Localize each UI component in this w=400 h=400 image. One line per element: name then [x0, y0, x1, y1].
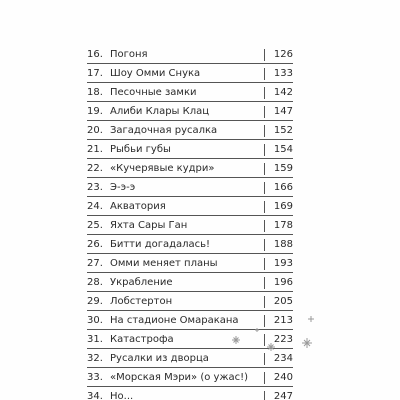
page-number: 133	[264, 68, 293, 80]
chapter-title: Загадочная русалка	[110, 125, 218, 136]
toc-entry	[87, 292, 293, 311]
toc-entry	[87, 254, 293, 273]
page-number: 154	[264, 144, 293, 156]
toc-entry	[87, 235, 293, 254]
toc-entry	[87, 140, 293, 159]
chapter-number: 32.	[87, 353, 103, 364]
chapter-title: Песочные замки	[110, 87, 197, 98]
page-number: 147	[264, 106, 293, 118]
chapter-title: Украбление	[110, 277, 173, 288]
toc-entry	[87, 45, 293, 64]
chapter-number: 26.	[87, 239, 103, 250]
toc-entry	[87, 159, 293, 178]
page-number: 240	[264, 372, 293, 384]
toc-entry	[87, 216, 293, 235]
chapter-number: 20.	[87, 125, 103, 136]
page-number: 142	[264, 87, 293, 99]
toc-entry	[87, 311, 293, 330]
page-number: 188	[264, 239, 293, 251]
chapter-title: Акватория	[110, 201, 166, 212]
chapter-number: 34.	[87, 391, 103, 400]
chapter-title: Э-э-э	[110, 182, 136, 193]
page-number: 159	[264, 163, 293, 175]
page-number: 126	[264, 49, 293, 61]
chapter-number: 30.	[87, 315, 103, 326]
toc-entry	[87, 121, 293, 140]
toc-entry	[87, 64, 293, 83]
chapter-number: 18.	[87, 87, 103, 98]
toc-entry	[87, 178, 293, 197]
chapter-title: Лобстертон	[110, 296, 173, 307]
toc-entry	[87, 83, 293, 102]
chapter-title: «Морская Мэри» (о ужас!)	[110, 372, 248, 383]
chapter-number: 16.	[87, 49, 103, 60]
chapter-title: Омми меняет планы	[110, 258, 218, 269]
toc-entry	[87, 330, 293, 349]
page-number: 205	[264, 296, 293, 308]
page-number: 166	[264, 182, 293, 194]
page-number: 152	[264, 125, 293, 137]
chapter-number: 23.	[87, 182, 103, 193]
chapter-title: Яхта Сары Ган	[110, 220, 188, 231]
chapter-title: Битти догадалась!	[110, 239, 211, 250]
chapter-number: 24.	[87, 201, 103, 212]
toc-entry	[87, 368, 293, 387]
page-number: 247	[264, 391, 293, 400]
page-number: 178	[264, 220, 293, 232]
page-number: 223	[264, 334, 293, 346]
page-number: 193	[264, 258, 293, 270]
chapter-number: 33.	[87, 372, 103, 383]
chapter-number: 22.	[87, 163, 103, 174]
chapter-title: Шоу Омми Снука	[110, 68, 201, 79]
toc-entry	[87, 349, 293, 368]
chapter-title: Катастрофа	[110, 334, 174, 345]
chapter-title: «Кучерявые кудри»	[110, 163, 215, 174]
toc-entry	[87, 102, 293, 121]
chapter-title: Погоня	[110, 49, 148, 60]
toc-entry	[87, 273, 293, 292]
toc-entry	[87, 197, 293, 216]
page-number: 234	[264, 353, 293, 365]
sparkle-icon	[302, 338, 312, 348]
chapter-number: 21.	[87, 144, 103, 155]
sparkle-icon	[308, 316, 314, 322]
chapter-number: 31.	[87, 334, 103, 345]
chapter-title: На стадионе Омаракана	[110, 315, 239, 326]
chapter-number: 25.	[87, 220, 103, 231]
chapter-number: 29.	[87, 296, 103, 307]
toc-entry	[87, 387, 293, 400]
table-of-contents	[87, 45, 293, 400]
chapter-title: Рыбьи губы	[110, 144, 171, 155]
page-number: 196	[264, 277, 293, 289]
chapter-title: Но...	[110, 391, 134, 400]
chapter-number: 28.	[87, 277, 103, 288]
chapter-number: 17.	[87, 68, 103, 79]
chapter-title: Алиби Клары Клац	[110, 106, 210, 117]
page-number: 169	[264, 201, 293, 213]
chapter-number: 27.	[87, 258, 103, 269]
page-number: 213	[264, 315, 293, 327]
chapter-title: Русалки из дворца	[110, 353, 209, 364]
chapter-number: 19.	[87, 106, 103, 117]
